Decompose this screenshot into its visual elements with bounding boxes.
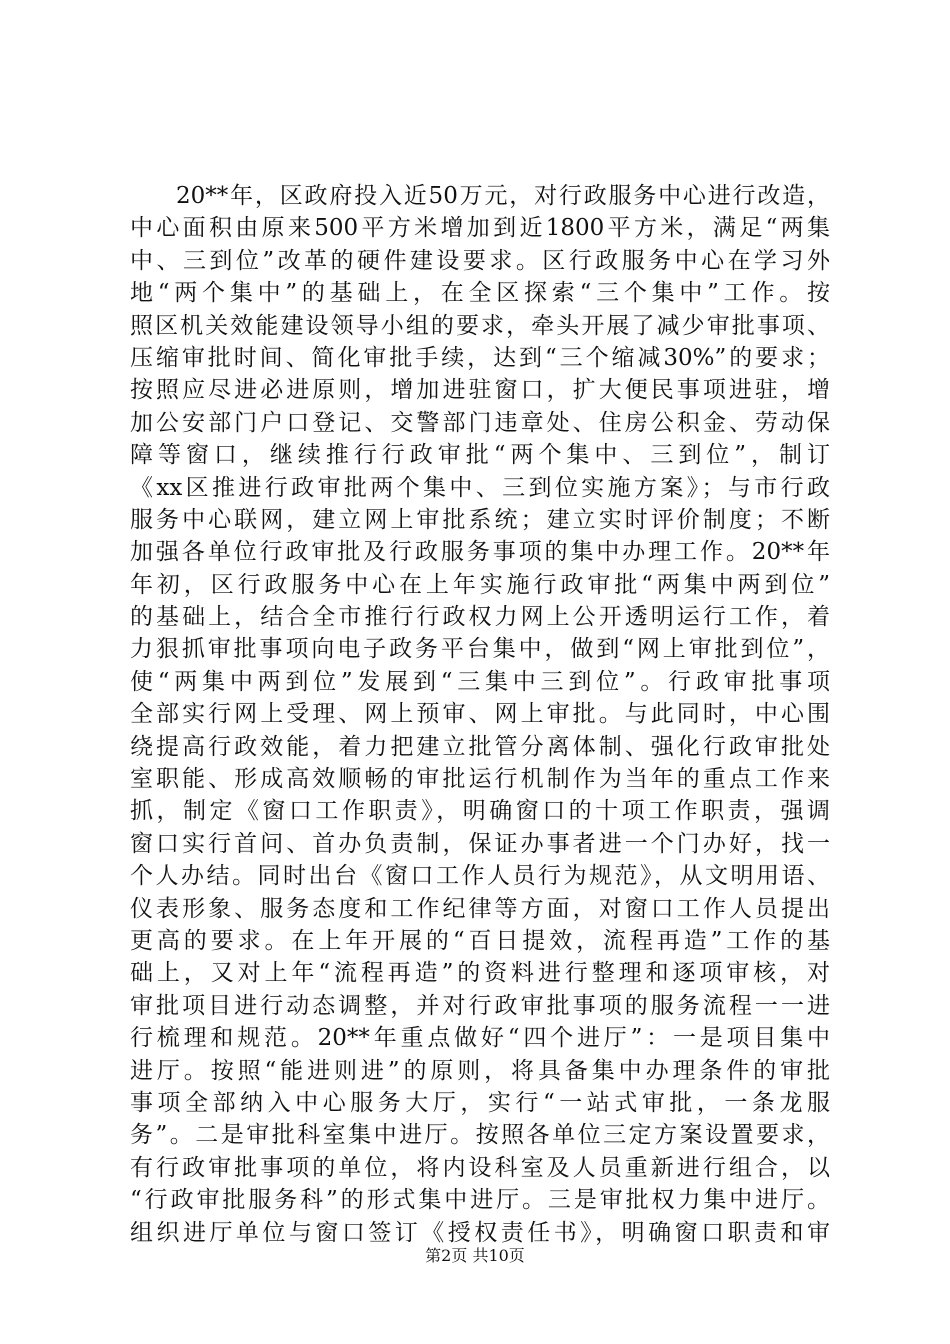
text-line: 使“两集中两到位”发展到“三集中三到位”。行政审批事项 [130, 668, 830, 695]
text-line: 加公安部门户口登记、交警部门违章处、住房公积金、劳动保 [130, 409, 830, 436]
text-line: 行梳理和规范。20**年重点做好“四个进厅”：一是项目集中 [130, 1025, 830, 1052]
body-paragraph [130, 180, 830, 1249]
text-line: 组织进厅单位与窗口签订《授权责任书》，明确窗口职责和审 [130, 1219, 830, 1246]
text-line: 更高的要求。在上年开展的“百日提效，流程再造”工作的基 [130, 927, 830, 954]
text-line: 进厅。按照“能进则进”的原则，将具备集中办理条件的审批 [130, 1057, 830, 1084]
text-line: 服务中心联网，建立网上审批系统；建立实时评价制度；不断 [130, 506, 830, 533]
text-line: 《xx区推进行政审批两个集中、三到位实施方案》；与市行政 [130, 474, 830, 501]
text-line: 力狠抓审批事项向电子政务平台集中，做到“网上审批到位”， [130, 636, 830, 663]
text-line: 础上，又对上年“流程再造”的资料进行整理和逐项审核，对 [130, 960, 830, 987]
text-line: 仪表形象、服务态度和工作纪律等方面，对窗口工作人员提出 [130, 895, 830, 922]
text-line: 抓，制定《窗口工作职责》，明确窗口的十项工作职责，强调 [130, 798, 830, 825]
text-line: “行政审批服务科”的形式集中进厅。三是审批权力集中进厅。 [130, 1187, 830, 1214]
text-line: 事项全部纳入中心服务大厅，实行“一站式审批，一条龙服 [130, 1089, 830, 1116]
text-line: 室职能、形成高效顺畅的审批运行机制作为当年的重点工作来 [130, 766, 830, 793]
text-line: 按照应尽进必进原则，增加进驻窗口，扩大便民事项进驻，增 [130, 377, 830, 404]
text-line: 窗口实行首问、首办负责制，保证办事者进一个门办好，找一 [130, 830, 830, 857]
text-line: 照区机关效能建设领导小组的要求，牵头开展了减少审批事项、 [130, 312, 830, 339]
text-line: 20**年，区政府投入近50万元，对行政服务中心进行改造， [176, 183, 830, 209]
text-line: 务”。二是审批科室集中进厅。按照各单位三定方案设置要求， [130, 1122, 830, 1149]
text-line: 审批项目进行动态调整，并对行政审批事项的服务流程一一进 [130, 992, 830, 1019]
text-line: 加强各单位行政审批及行政服务事项的集中办理工作。20**年 [130, 539, 830, 566]
text-line: 的基础上，结合全市推行行政权力网上公开透明运行工作，着 [130, 604, 830, 631]
text-line: 中心面积由原来500平方米增加到近1800平方米，满足“两集 [130, 215, 830, 242]
text-line: 地“两个集中”的基础上，在全区探索“三个集中”工作。按 [130, 280, 830, 307]
page-footer [0, 1246, 950, 1266]
text-line: 障等窗口，继续推行行政审批“两个集中、三到位”，制订 [130, 442, 830, 469]
text-line: 年初，区行政服务中心在上年实施行政审批“两集中两到位” [130, 571, 830, 598]
text-line: 个人办结。同时出台《窗口工作人员行为规范》，从文明用语、 [130, 863, 830, 890]
text-line: 有行政审批事项的单位，将内设科室及人员重新进行组合，以 [130, 1154, 830, 1181]
text-line: 绕提高行政效能，着力把建立批管分离体制、强化行政审批处 [130, 733, 830, 760]
text-line: 全部实行网上受理、网上预审、网上审批。与此同时，中心围 [130, 701, 830, 728]
text-line: 压缩审批时间、简化审批手续，达到“三个缩减30%”的要求； [130, 344, 830, 371]
page-number-label: 第2页 共10页 [425, 1246, 525, 1265]
text-line: 中、三到位”改革的硬件建设要求。区行政服务中心在学习外 [130, 247, 830, 274]
